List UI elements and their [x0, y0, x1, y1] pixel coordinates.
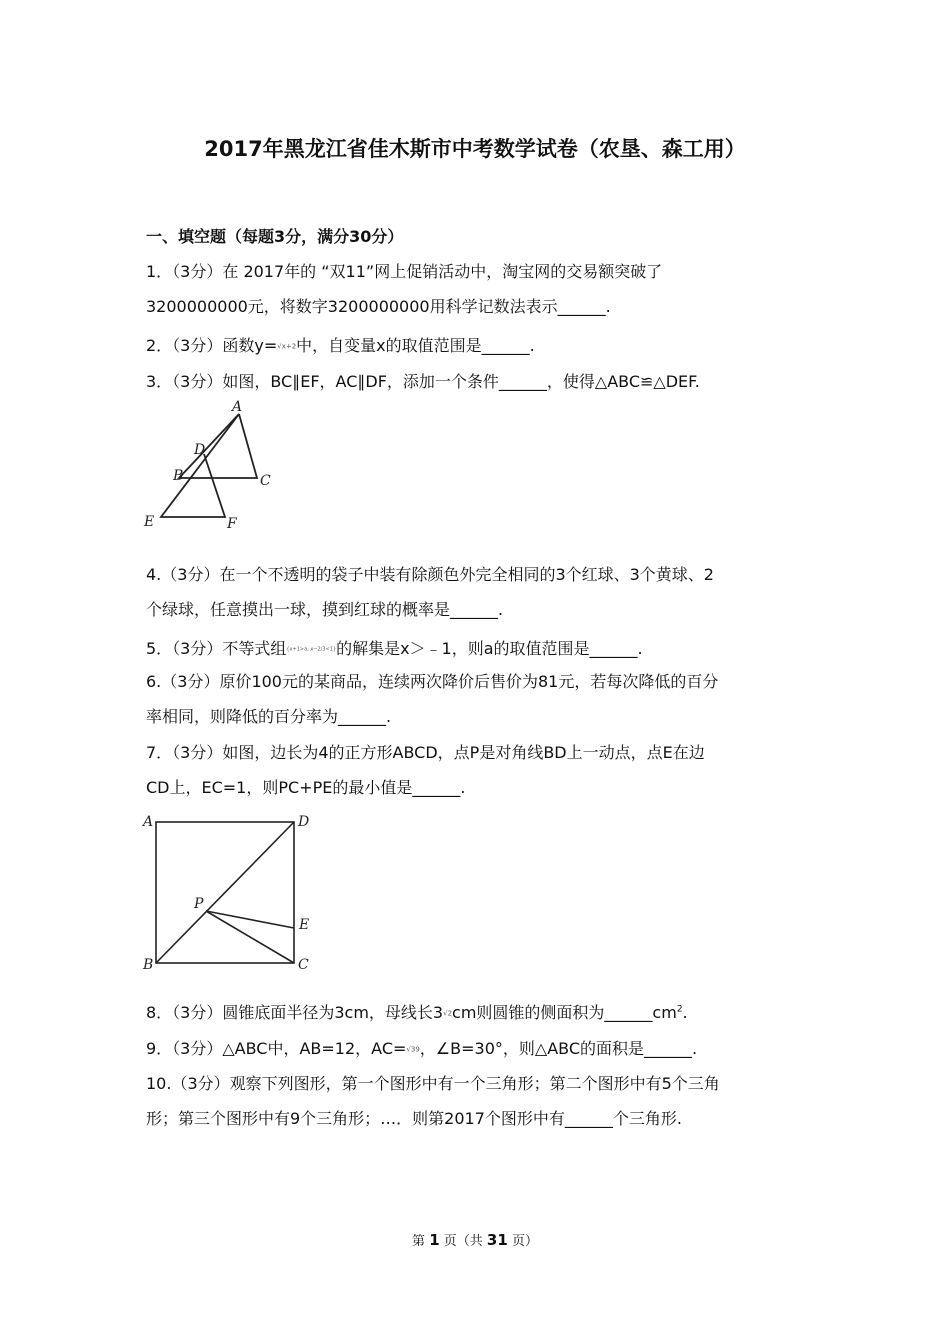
question-4: [146, 557, 811, 627]
diagonal-bd: [156, 822, 294, 963]
question-9-text-pre: 9．（3分）△ABC中，AB=12，AC=: [146, 1039, 407, 1058]
question-5-text-post: 的解集是x＞﹣1，则a的取值范围是______.: [336, 639, 643, 658]
question-2: [146, 333, 535, 356]
question-9: [146, 1036, 697, 1059]
question-6-line-1: 6.（3分）原价100元的某商品，连续两次降价后售价为81元，若每次降低的百分: [146, 672, 719, 691]
label-d: D: [298, 814, 310, 830]
page-title: 2017年黑龙江省佳木斯市中考数学试卷（农垦、森工用）: [204, 137, 746, 161]
label-a: A: [232, 399, 243, 415]
question-8-text-post: cm则圆锥的侧面积为______cm: [452, 1003, 677, 1022]
label-d: D: [194, 442, 206, 458]
page-footer: [0, 1230, 950, 1249]
question-7-line-1: 7．（3分）如图，边长为4的正方形ABCD，点P是对角线BD上一动点，点E在边: [146, 743, 705, 762]
question-9-text-post: ，∠B=30°，则△ABC的面积是______.: [419, 1039, 698, 1058]
question-4-line-1: 4.（3分）在一个不透明的袋子中装有除颜色外完全相同的3个红球、3个黄球、2: [146, 565, 714, 584]
question-8-text-pre: 8．（3分）圆锥底面半径为3cm，母线长3: [146, 1003, 444, 1022]
label-c: C: [260, 473, 271, 489]
footer-mid: 页（共: [443, 1234, 483, 1249]
triangle-abc-lines: [179, 414, 257, 478]
label-p: P: [194, 896, 204, 912]
question-3: 3．（3分）如图，BC∥EF，AC∥DF，添加一个条件______，使得△ABC≌△DEF.: [146, 372, 700, 391]
footer-post: 页）: [511, 1234, 538, 1249]
label-a: A: [143, 814, 154, 830]
question-1-line-1: 1．（3分）在 2017年的 “双11”网上促销活动中，淘宝网的交易额突破了: [146, 262, 663, 281]
question-10-line-1: 10.（3分）观察下列图形，第一个图形中有一个三角形；第二个图形中有5个三角: [146, 1074, 720, 1093]
label-b: B: [173, 468, 184, 484]
square-figure: [140, 808, 320, 978]
question-8-text-end: .: [682, 1003, 688, 1022]
question-8: [146, 1000, 688, 1023]
footer-page-number: 1: [429, 1231, 440, 1249]
label-e: E: [144, 514, 155, 530]
footer-total-pages: 31: [486, 1231, 508, 1249]
label-f: F: [227, 516, 237, 532]
question-2-text-pre: 2．（3分）函数y=: [146, 336, 278, 355]
fraction-icon: √x+2: [277, 342, 297, 351]
question-7: [146, 735, 811, 805]
inequality-system-icon: {x+1>a, x−2/3<1}: [286, 646, 337, 653]
radical-icon: √2: [443, 1009, 453, 1018]
label-c: C: [298, 957, 309, 973]
label-b: B: [143, 957, 154, 973]
question-6-line-2: 率相同，则降低的百分率为______.: [146, 707, 392, 726]
question-6: [146, 664, 811, 734]
radical-icon: √39: [406, 1045, 420, 1054]
question-2-text-post: 中，自变量x的取值范围是______.: [296, 336, 535, 355]
question-7-line-2: CD上，EC=1，则PC+PE的最小值是______.: [146, 778, 466, 797]
question-10: [146, 1066, 811, 1136]
question-10-line-2: 形；第三个图形中有9个三角形；…．则第2017个图形中有______个三角形.: [146, 1109, 682, 1128]
footer-pre: 第: [412, 1234, 426, 1249]
question-5-text-pre: 5．（3分）不等式组: [146, 639, 287, 658]
section-heading: 一、填空题（每题3分，满分30分）: [146, 227, 404, 246]
question-5: [146, 636, 643, 659]
question-1: [146, 254, 811, 324]
label-e: E: [299, 917, 310, 933]
superscript-2: 2: [676, 1004, 683, 1015]
triangle-def-lines: [161, 414, 239, 517]
question-1-line-2: 3200000000元，将数字3200000000用科学记数法表示______.: [146, 297, 611, 316]
question-4-line-2: 个绿球，任意摸出一球，摸到红球的概率是______.: [146, 600, 504, 619]
triangle-figure: [140, 396, 280, 536]
